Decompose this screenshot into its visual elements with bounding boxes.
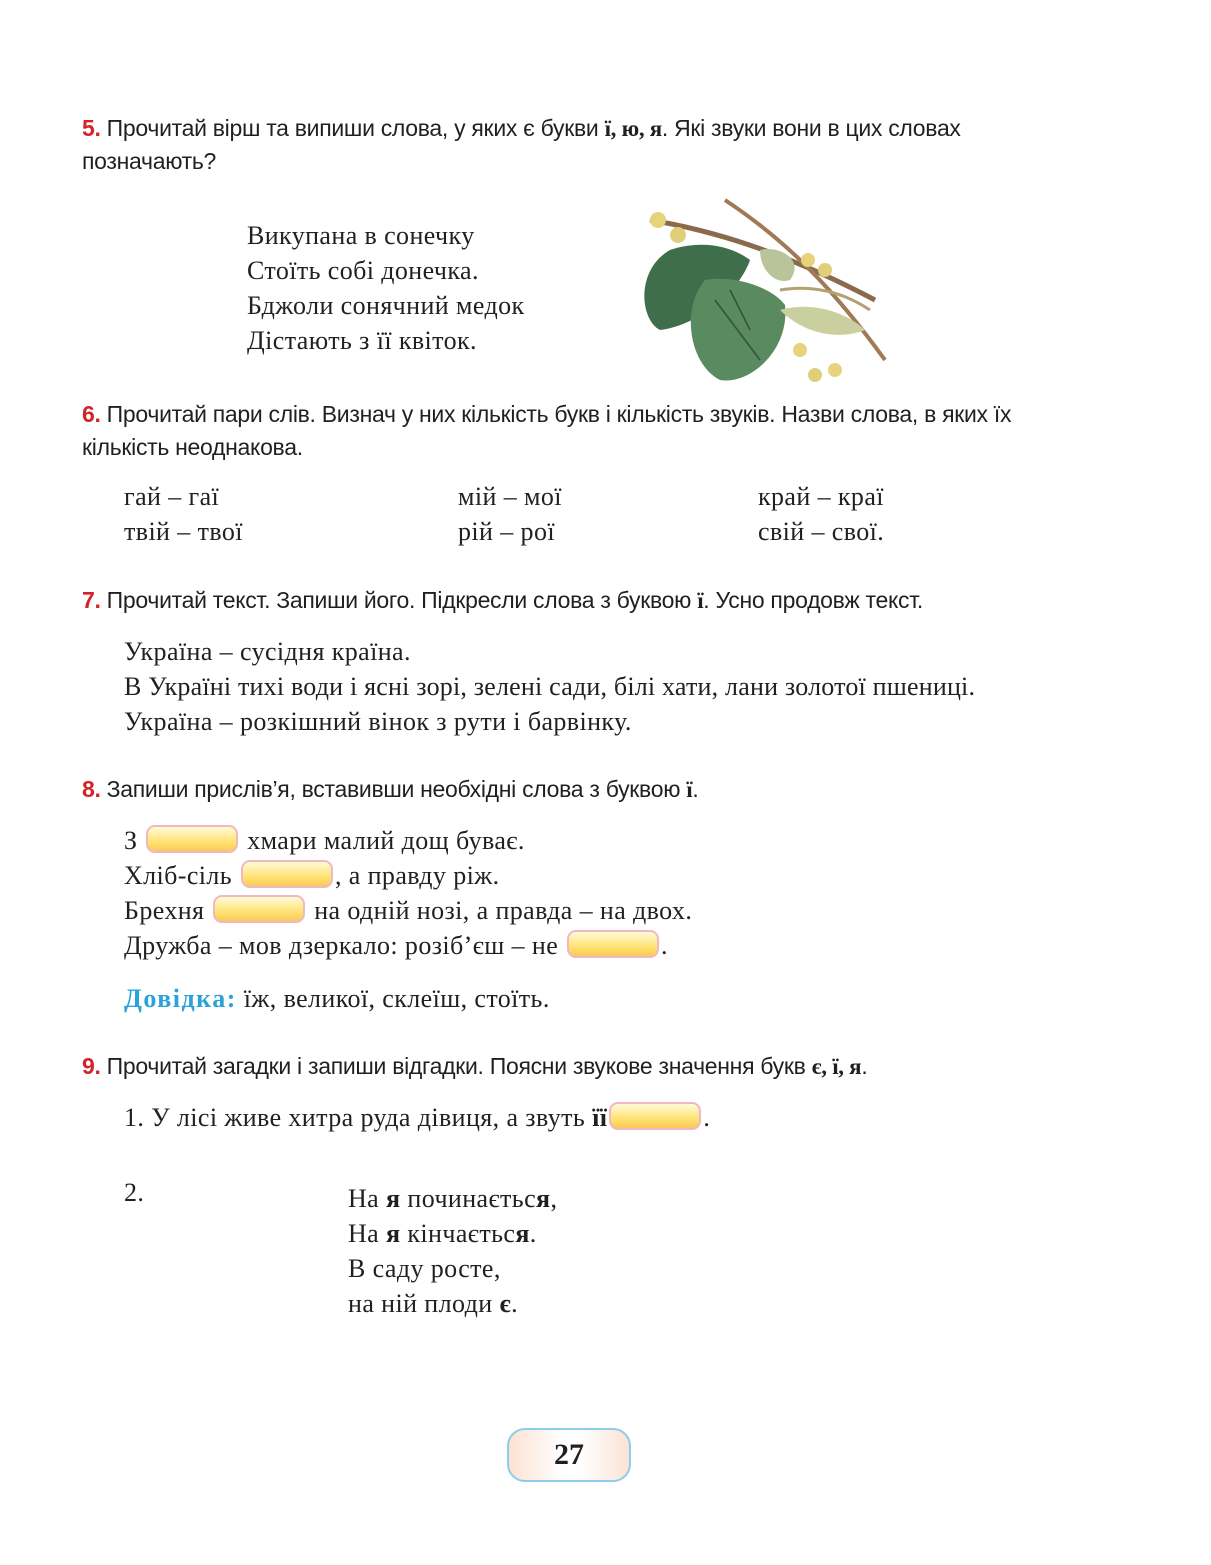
riddle-line: В саду росте, xyxy=(348,1254,501,1283)
riddle-2-number: 2. xyxy=(124,1178,145,1207)
word-pair: рій – рої xyxy=(458,517,555,546)
hint-label: Довідка: xyxy=(124,984,237,1013)
proverb-line: Брехня на одній нозі, а правда – на двох. xyxy=(124,896,693,925)
answer-blank[interactable] xyxy=(567,930,659,958)
answer-blank[interactable] xyxy=(213,895,305,923)
task-9-instruction: 9. Прочитай загадки і запиши відгадки. Поясни звукове значення букв є, ї, я. xyxy=(82,1053,868,1079)
word-pair: край – краї xyxy=(758,482,884,511)
task-number: 9. xyxy=(82,1053,101,1079)
task-number: 8. xyxy=(82,776,101,802)
task-5-instruction: 5. Прочитай вірш та випиши слова, у яких є букви ї, ю, я. Які звуки вони в цих словах позначають? xyxy=(82,115,961,174)
word-pair: гай – гаї xyxy=(124,482,220,511)
hint-line: Довідка: їж, великої, склеїш, стоїть. xyxy=(124,984,550,1013)
poem-line: Викупана в сонечку xyxy=(247,221,475,250)
poem-line: Стоїть собі донечка. xyxy=(247,256,479,285)
riddle-line: На я починається, xyxy=(348,1184,558,1213)
answer-blank[interactable] xyxy=(241,860,333,888)
poem-line: Дістають з її квіток. xyxy=(247,326,477,355)
task-8-instruction: 8. Запиши прислів’я, вставивши необхідні слова з буквою ї. xyxy=(82,776,699,802)
riddle-1: 1. У лісі живе хитра руда дівиця, а звуть її . xyxy=(124,1103,711,1132)
answer-blank[interactable] xyxy=(609,1102,701,1130)
task-6-instruction: 6. Прочитай пари слів. Визнач у них кількість букв і кількість звуків. Назви слова, в яких їх кількість неоднакова. xyxy=(82,401,1012,460)
answer-blank[interactable] xyxy=(146,825,238,853)
proverb-line: Дружба – мов дзеркало: розіб’єш – не . xyxy=(124,931,668,960)
riddle-line: на ній плоди є. xyxy=(348,1289,519,1318)
text-line: В Україні тихі води і ясні зорі, зелені сади, білі хати, лани золотої пшениці. xyxy=(124,672,976,701)
page-number: 27 xyxy=(507,1428,631,1482)
task-number: 6. xyxy=(82,401,101,427)
proverb-line: З хмари малий дощ буває. xyxy=(124,826,525,855)
task-7-instruction: 7. Прочитай текст. Запиши його. Підкресли слова з буквою ї. Усно продовж текст. xyxy=(82,587,923,613)
task-number: 5. xyxy=(82,115,101,141)
text-line: Україна – сусідня країна. xyxy=(124,637,411,666)
poem-line: Бджоли сонячний медок xyxy=(247,291,525,320)
task-number: 7. xyxy=(82,587,101,613)
linden-branch-illustration xyxy=(630,190,892,390)
word-pair: свій – свої. xyxy=(758,517,885,546)
text-line: Україна – розкішний вінок з рути і барвінку. xyxy=(124,707,632,736)
word-pair: твій – твої xyxy=(124,517,243,546)
riddle-line: На я кінчається. xyxy=(348,1219,537,1248)
word-pair: мій – мої xyxy=(458,482,562,511)
proverb-line: Хліб-сіль , а правду ріж. xyxy=(124,861,500,890)
